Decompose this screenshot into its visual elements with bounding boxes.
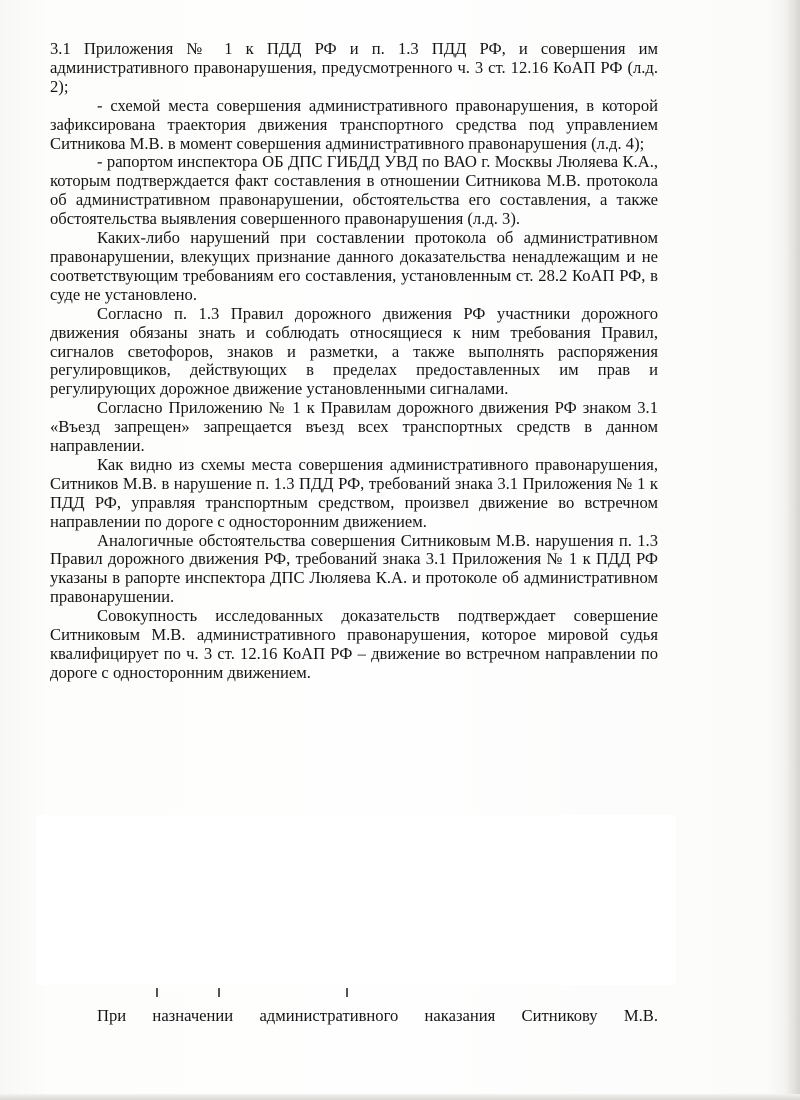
paragraph: - схемой места совершения административного правонарушения, в которой зафиксирована траектория движения транспортного средства под управлением Ситникова М.В. в момент совершения административного правонарушения (л.д. 4); [50,95,658,153]
paragraph: Согласно Приложению № 1 к Правилам дорожного движения РФ знаком 3.1 «Въезд запрещен» запрещается въезд всех транспортных средств в данном направлении. [50,398,658,456]
paragraph: При назначении административного наказания Ситникову М.В. [97,1006,658,1025]
redaction-residue [100,985,360,999]
paragraph: Совокупность исследованных доказательств подтверждает совершение Ситниковым М.В. административного правонарушения, которое мировой судья квалифицирует по ч. 3 ст. 12.16 КоАП РФ – движение во встречном направлении по дороге с односторонним движением. [50,606,658,682]
paragraph: 3.1 Приложения № 1 к ПДД РФ и п. 1.3 ПДД РФ, и совершения им административного правонарушения, предусмотренного ч. 3 ст. 12.16 КоАП РФ (л.д. 2); [50,39,658,96]
page-bottom-edge [0,1094,800,1100]
redacted-area [36,815,676,985]
paragraph: - рапортом инспектора ОБ ДПС ГИБДД УВД по ВАО г. Москвы Люляева К.А., которым подтверждается факт составления в отношении Ситникова М.В. протокола об административном правонарушении, обстоятельства его составления, а также обстоятельства выявления совершенного правонарушения (л.д. 3). [50,152,658,229]
document-body [50,40,658,683]
paragraph: Как видно из схемы места совершения административного правонарушения, Ситников М.В. в нарушение п. 1.3 ПДД РФ, требований знака 3.1 Приложения № 1 к ПДД РФ, управляя транспортным средством, произвел движение во встречном направлении по дороге с односторонним движением. [50,454,658,531]
page-edge-shadow [786,0,800,1100]
paragraph: Каких-либо нарушений при составлении протокола об административном правонарушении, влекущих признание данного доказательства ненадлежащим и не соответствующим требованиям его составления, установленным ст. 28.2 КоАП РФ, в суде не установлено. [50,228,658,304]
document-last-line [50,1007,658,1026]
paragraph: Аналогичные обстоятельства совершения Ситниковым М.В. нарушения п. 1.3 Правил дорожного движения РФ, требований знака 3.1 Приложения № 1 к ПДД РФ указаны в рапорте инспектора ДПС Люляева К.А. и протоколе об административном правонарушении. [50,530,658,607]
paragraph: Согласно п. 1.3 Правил дорожного движения РФ участники дорожного движения обязаны знать и соблюдать относящиеся к ним требования Правил, сигналов светофоров, знаков и разметки, а также выполнять распоряжения регулировщиков, действующих в пределах предоставленных им прав и регулирующих дорожное движение установленными сигналами. [50,303,658,399]
